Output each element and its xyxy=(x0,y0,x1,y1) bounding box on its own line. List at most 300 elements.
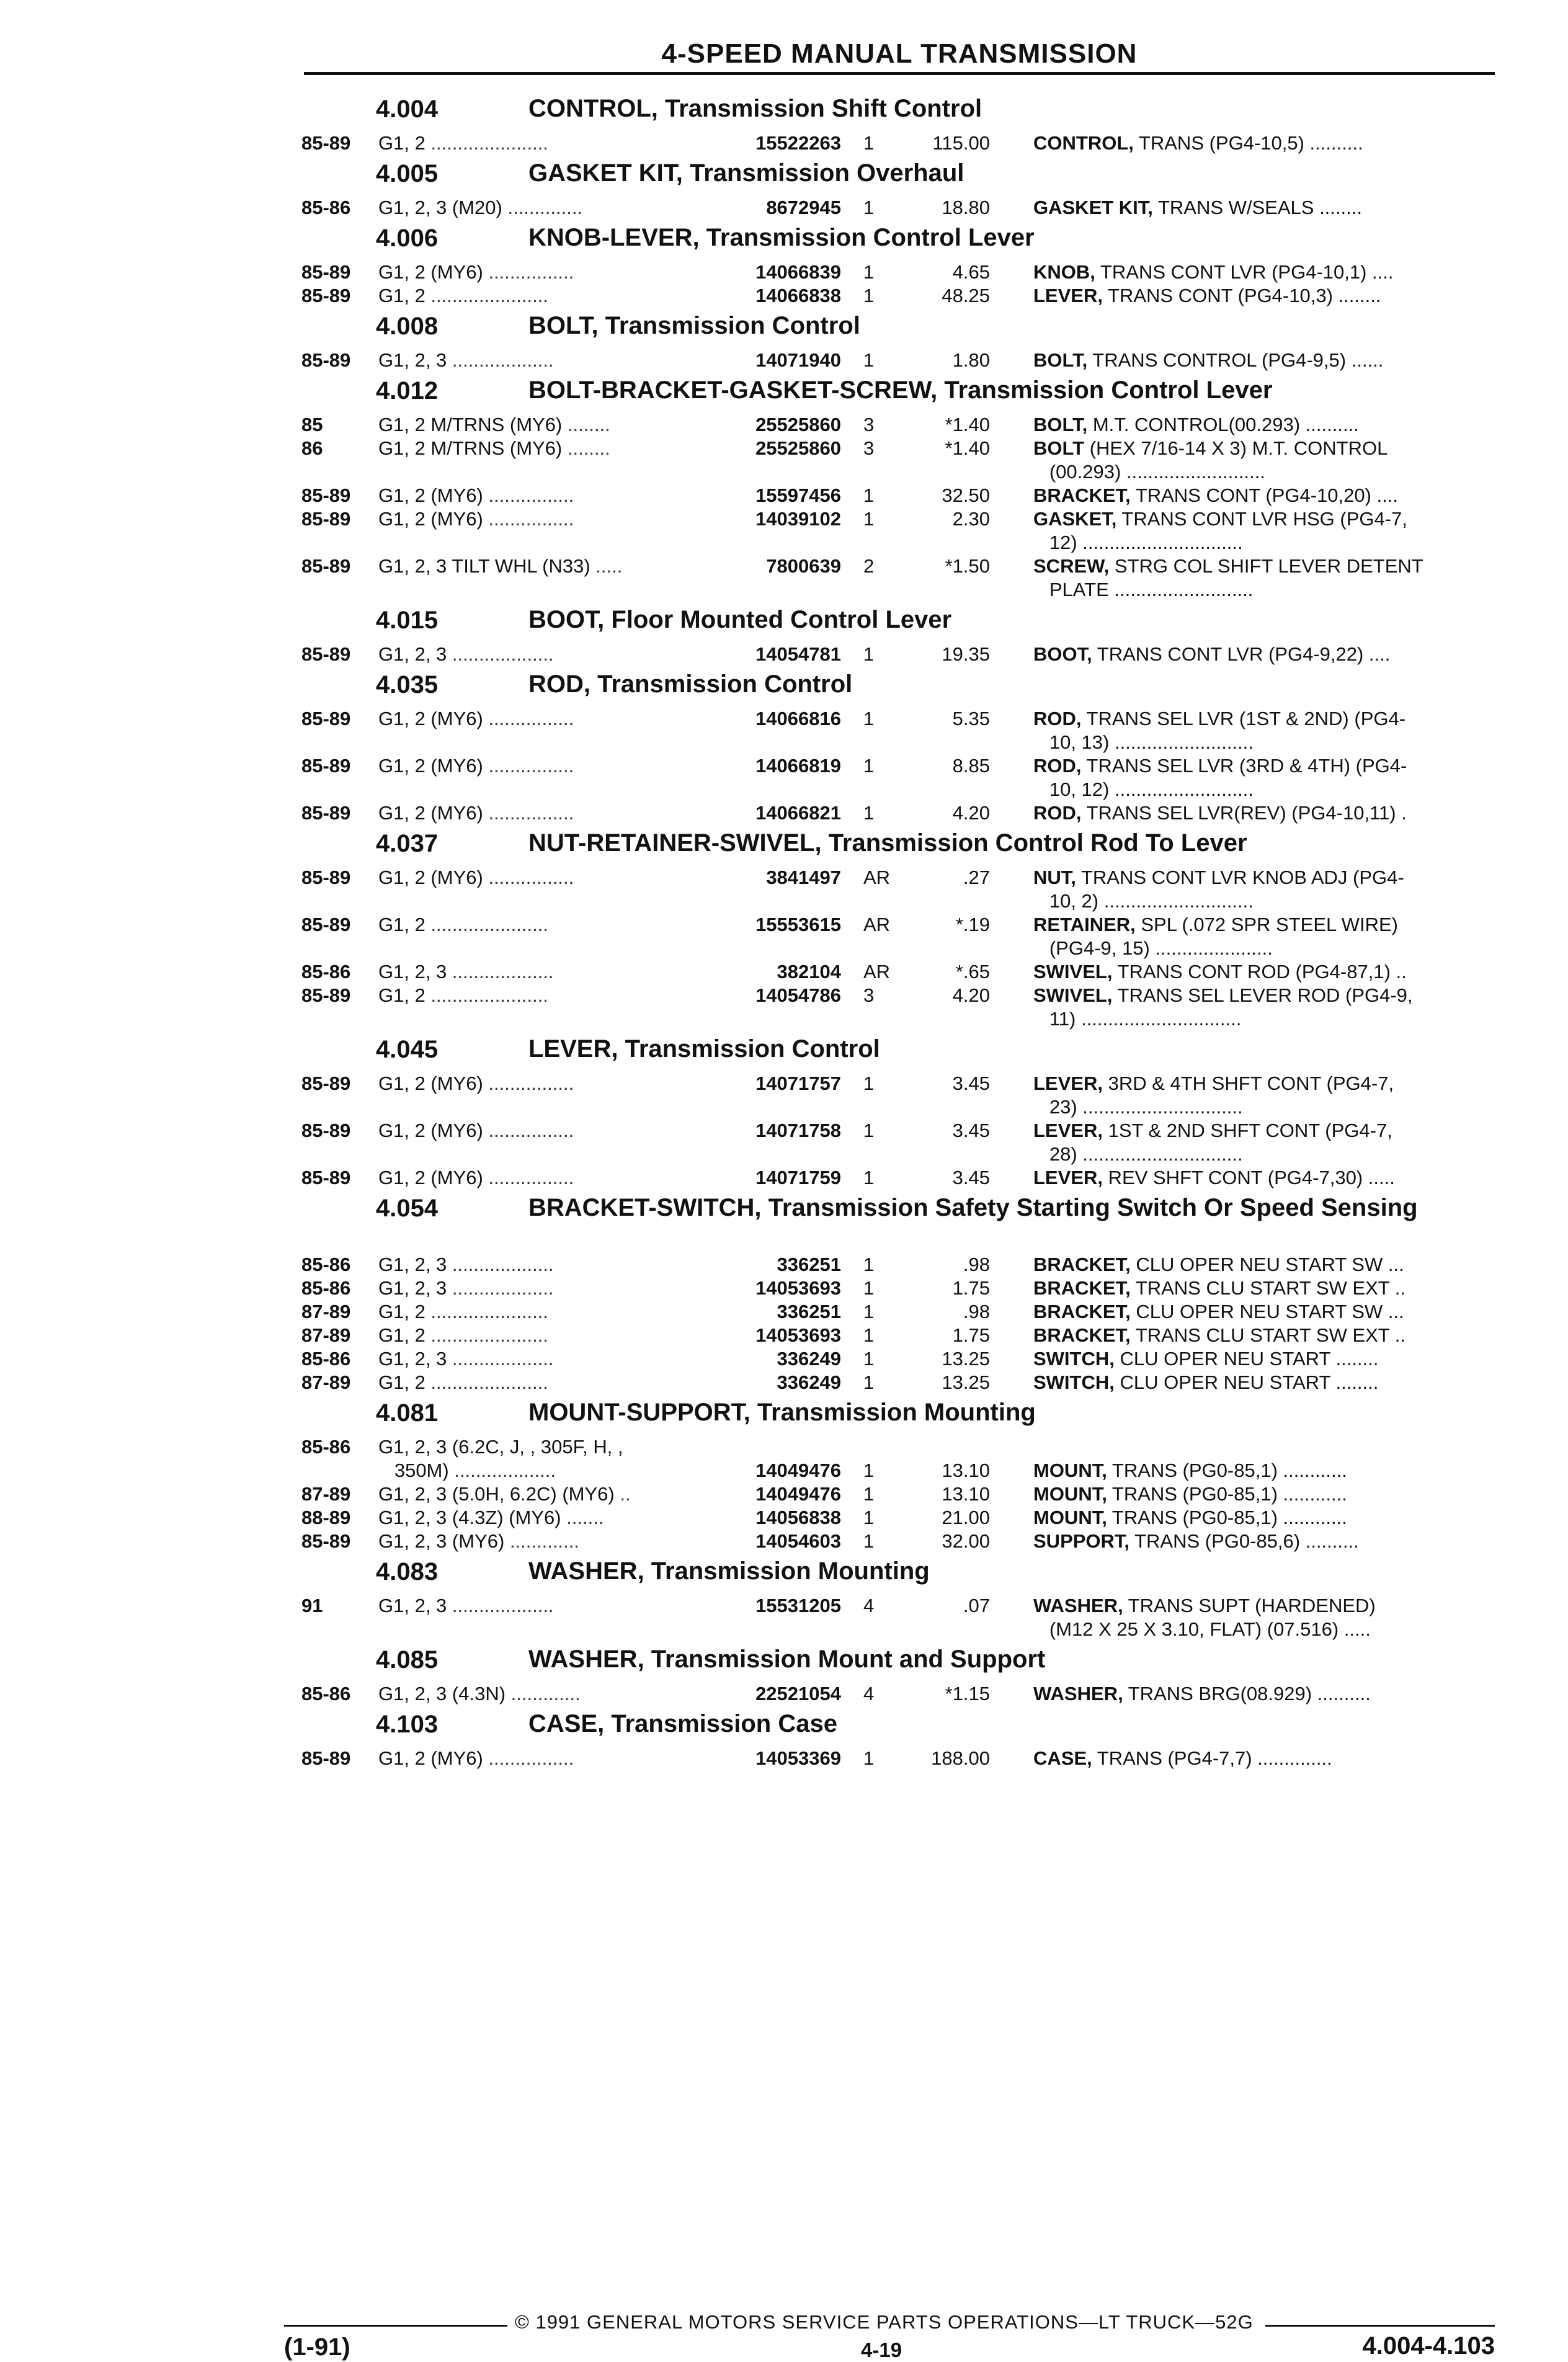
part-number: 14066821 xyxy=(755,802,841,824)
part-row xyxy=(301,1072,1499,1119)
description-text: 1ST & 2ND SHFT CONT (PG4-7, 28) .............................. xyxy=(1049,1120,1392,1165)
description xyxy=(1033,1594,1492,1641)
dot-leader: ............. xyxy=(510,1683,581,1705)
part-number: 14071758 xyxy=(755,1120,841,1141)
part-number: 14071940 xyxy=(755,349,841,371)
part-row xyxy=(301,261,1499,284)
description-noun: SWIVEL, xyxy=(1033,984,1113,1006)
dot-leader: ................... xyxy=(454,1460,556,1481)
model-years: 85-86 xyxy=(301,1436,351,1458)
parts-list xyxy=(301,91,1499,1770)
description-noun: BRACKET, xyxy=(1033,1324,1131,1346)
part-row xyxy=(301,1300,1499,1324)
price: .27 xyxy=(963,867,990,888)
price: *.65 xyxy=(955,961,990,983)
section-number: 4.005 xyxy=(376,160,439,187)
part-number: 14049476 xyxy=(755,1483,841,1505)
dot-leader: ..... xyxy=(595,555,623,577)
application xyxy=(378,261,701,284)
model-years: 85-86 xyxy=(301,1277,351,1299)
description xyxy=(1033,1482,1492,1506)
application xyxy=(378,1530,701,1553)
price: 8.85 xyxy=(952,755,990,777)
part-number: 22521054 xyxy=(755,1683,841,1705)
dot-leader: ................ xyxy=(488,708,574,729)
description-noun: RETAINER, xyxy=(1033,914,1136,935)
section-number: 4.035 xyxy=(376,671,439,698)
dot-leader: ................ xyxy=(488,508,574,530)
description xyxy=(1033,261,1492,284)
price: 188.00 xyxy=(931,1747,990,1769)
part-number: 336249 xyxy=(777,1348,841,1370)
model-years: 85-89 xyxy=(301,1530,351,1552)
description xyxy=(1033,754,1492,801)
description-noun: BOLT xyxy=(1033,437,1085,459)
quantity: 1 xyxy=(863,1301,875,1322)
section-title: LEVER, Transmission Control xyxy=(528,1035,880,1063)
application-text: G1, 2, 3 xyxy=(378,1348,452,1370)
application-text: G1, 2 xyxy=(378,1301,431,1322)
dot-leader: ................ xyxy=(488,1747,574,1769)
description xyxy=(1033,484,1492,507)
dot-leader: ...................... xyxy=(430,984,548,1006)
application-text: G1, 2, 3 (4.3N) xyxy=(378,1683,511,1705)
application-text: G1, 2 xyxy=(378,984,431,1006)
section-number: 4.103 xyxy=(376,1711,439,1738)
part-number: 14066816 xyxy=(755,708,841,729)
description-noun: BOLT, xyxy=(1033,414,1088,435)
application xyxy=(378,1371,701,1394)
model-years: 85-89 xyxy=(301,285,351,306)
description xyxy=(1033,707,1492,754)
description-noun: MOUNT, xyxy=(1033,1483,1107,1505)
description xyxy=(1033,1300,1492,1324)
application-text: G1, 2, 3 xyxy=(378,1277,452,1299)
footer-section-range: 4.004-4.103 xyxy=(1362,2332,1495,2360)
description-noun: WASHER, xyxy=(1033,1595,1123,1616)
description-text: TRANS CONT LVR (PG4-9,22) .... xyxy=(1092,643,1391,665)
description-noun: BOOT, xyxy=(1033,643,1092,665)
part-number: 382104 xyxy=(777,961,841,983)
quantity: 1 xyxy=(863,1348,875,1370)
application xyxy=(378,1594,701,1618)
quantity: 3 xyxy=(863,414,875,435)
price: *.19 xyxy=(955,914,990,935)
application xyxy=(378,801,701,825)
description-noun: ROD, xyxy=(1033,708,1082,729)
description-text: TRANS (PG0-85,1) ............ xyxy=(1107,1483,1347,1505)
application-text: G1, 2 xyxy=(378,285,431,306)
quantity: 1 xyxy=(863,708,875,729)
part-number: 15597456 xyxy=(755,484,841,506)
description xyxy=(1033,1530,1492,1553)
quantity: 1 xyxy=(863,484,875,506)
part-number: 14039102 xyxy=(755,508,841,530)
dot-leader: ................... xyxy=(452,1254,554,1275)
application xyxy=(378,960,701,984)
price: *1.40 xyxy=(945,414,990,435)
description-noun: SUPPORT, xyxy=(1033,1530,1130,1552)
quantity: 1 xyxy=(863,132,875,154)
footer-copyright: © 1991 GENERAL MOTORS SERVICE PARTS OPERATIONS—LT TRUCK—52G xyxy=(515,2311,1254,2333)
section-number: 4.004 xyxy=(376,96,439,123)
description-text: STRG COL SHIFT LEVER DETENT PLATE .......................... xyxy=(1049,555,1423,600)
price: *1.40 xyxy=(945,437,990,459)
description-noun: KNOB, xyxy=(1033,261,1095,283)
application xyxy=(378,437,701,460)
section-header xyxy=(301,1558,1499,1594)
model-years: 85-89 xyxy=(301,643,351,665)
part-row xyxy=(301,507,1499,555)
application-text: G1, 2 xyxy=(378,1324,431,1346)
description-noun: MOUNT, xyxy=(1033,1460,1107,1481)
application xyxy=(378,1682,701,1706)
model-years: 85-89 xyxy=(301,914,351,935)
section-number: 4.012 xyxy=(376,377,439,404)
application-text: G1, 2, 3 TILT WHL (N33) xyxy=(378,555,596,577)
description xyxy=(1033,1747,1492,1770)
quantity: 1 xyxy=(863,1324,875,1346)
description xyxy=(1033,1371,1492,1394)
quantity: 1 xyxy=(863,1072,875,1094)
application xyxy=(378,643,701,666)
section-number: 4.006 xyxy=(376,225,439,252)
description-text: TRANS CONT (PG4-10,20) .... xyxy=(1130,484,1398,506)
application xyxy=(378,1300,701,1324)
part-number: 15553615 xyxy=(755,914,841,935)
part-row xyxy=(301,1166,1499,1190)
description xyxy=(1033,349,1492,372)
description-text: TRANS (PG4-10,5) .......... xyxy=(1133,132,1363,154)
description-text: TRANS CONT ROD (PG4-87,1) .. xyxy=(1112,961,1407,983)
part-number: 336249 xyxy=(777,1371,841,1393)
application xyxy=(378,1482,701,1506)
price: 32.50 xyxy=(942,484,990,506)
application-text: G1, 2, 3 (6.2C, J, , 305F, H, , 350M) xyxy=(378,1436,623,1481)
part-number: 336251 xyxy=(777,1301,841,1322)
description xyxy=(1033,437,1492,484)
section-title: CASE, Transmission Case xyxy=(528,1710,837,1737)
section-title: WASHER, Transmission Mount and Support xyxy=(528,1646,1046,1673)
application-text: G1, 2 (MY6) xyxy=(378,867,489,888)
section-number: 4.081 xyxy=(376,1399,439,1427)
quantity: 3 xyxy=(863,984,875,1006)
description-noun: CONTROL, xyxy=(1033,132,1134,154)
description-noun: BRACKET, xyxy=(1033,1301,1131,1322)
dot-leader: ................ xyxy=(488,867,574,888)
description-text: TRANS CONT (PG4-10,3) ........ xyxy=(1102,285,1381,306)
part-number: 15522263 xyxy=(755,132,841,154)
quantity: 1 xyxy=(863,1120,875,1141)
model-years: 85-86 xyxy=(301,1254,351,1275)
dot-leader: ................ xyxy=(488,1120,574,1141)
dot-leader: ...................... xyxy=(430,1324,548,1346)
description xyxy=(1033,960,1492,984)
quantity: 1 xyxy=(863,1530,875,1552)
section-title: NUT-RETAINER-SWIVEL, Transmission Control Rod To Lever xyxy=(528,829,1247,857)
model-years: 85-89 xyxy=(301,1120,351,1141)
description-text: TRANS (PG4-7,7) .............. xyxy=(1092,1747,1332,1769)
application xyxy=(378,1253,701,1277)
description-text: TRANS CONTROL (PG4-9,5) ...... xyxy=(1087,349,1384,371)
part-number: 14071757 xyxy=(755,1072,841,1094)
application-text: G1, 2, 3 (M20) xyxy=(378,197,508,218)
model-years: 85-89 xyxy=(301,484,351,506)
application xyxy=(378,1277,701,1300)
description-noun: LEVER, xyxy=(1033,1120,1103,1141)
section-title: MOUNT-SUPPORT, Transmission Mounting xyxy=(528,1399,1036,1426)
application-text: G1, 2 (MY6) xyxy=(378,802,489,824)
section-title: BRACKET-SWITCH, Transmission Safety Starting Switch Or Speed Sensing xyxy=(528,1194,1418,1221)
model-years: 85-89 xyxy=(301,1167,351,1188)
model-years: 87-89 xyxy=(301,1483,351,1505)
description-text: TRANS SUPT (HARDENED) (M12 X 25 X 3.10, FLAT) (07.516) ..... xyxy=(1049,1595,1376,1640)
price: 3.45 xyxy=(952,1167,990,1188)
part-row xyxy=(301,1347,1499,1371)
quantity: 4 xyxy=(863,1683,875,1705)
quantity: 4 xyxy=(863,1595,875,1616)
quantity: AR xyxy=(863,867,891,888)
description-noun: SWITCH, xyxy=(1033,1348,1115,1370)
description-text: M.T. CONTROL(00.293) .......... xyxy=(1087,414,1359,435)
part-row xyxy=(301,913,1499,960)
application-text: G1, 2, 3 xyxy=(378,1254,452,1275)
part-number: 14066839 xyxy=(755,261,841,283)
part-row xyxy=(301,131,1499,155)
price: 4.20 xyxy=(952,984,990,1006)
part-number: 25525860 xyxy=(755,414,841,435)
application xyxy=(378,1747,701,1770)
description-noun: SWITCH, xyxy=(1033,1371,1115,1393)
dot-leader: ................... xyxy=(452,643,554,665)
description xyxy=(1033,1459,1492,1482)
application-text: G1, 2 (MY6) xyxy=(378,708,489,729)
part-row xyxy=(301,1435,1499,1482)
quantity: 1 xyxy=(863,261,875,283)
part-number: 14071759 xyxy=(755,1167,841,1188)
section-number: 4.037 xyxy=(376,830,439,857)
quantity: 1 xyxy=(863,1747,875,1769)
description-text: TRANS CLU START SW EXT .. xyxy=(1130,1324,1406,1346)
part-row xyxy=(301,1253,1499,1277)
application xyxy=(378,349,701,372)
dot-leader: .............. xyxy=(507,197,583,218)
application-text: G1, 2, 3 xyxy=(378,349,452,371)
price: 2.30 xyxy=(952,508,990,530)
model-years: 85-89 xyxy=(301,755,351,777)
quantity: 1 xyxy=(863,1167,875,1188)
quantity: 1 xyxy=(863,755,875,777)
part-row xyxy=(301,437,1499,484)
description-text: TRANS SEL LVR (3RD & 4TH) (PG4- 10, 12) .......................... xyxy=(1049,755,1407,800)
model-years: 87-89 xyxy=(301,1324,351,1346)
quantity: AR xyxy=(863,914,891,935)
application xyxy=(378,484,701,507)
dot-leader: ................ xyxy=(488,261,574,283)
part-row xyxy=(301,413,1499,437)
section-title: WASHER, Transmission Mounting xyxy=(528,1558,930,1585)
part-number: 15531205 xyxy=(755,1595,841,1616)
part-row xyxy=(301,866,1499,913)
description-text: TRANS SEL LVR(REV) (PG4-10,11) . xyxy=(1081,802,1407,824)
dot-leader: ................ xyxy=(488,1072,574,1094)
description-noun: GASKET, xyxy=(1033,508,1117,530)
description-text: REV SHFT CONT (PG4-7,30) ..... xyxy=(1102,1167,1395,1188)
price: .98 xyxy=(963,1254,990,1275)
quantity: 1 xyxy=(863,508,875,530)
description-text: TRANS (PG0-85,6) .......... xyxy=(1129,1530,1359,1552)
section-number: 4.008 xyxy=(376,313,439,340)
application-text: G1, 2 (MY6) xyxy=(378,1120,489,1141)
section-header xyxy=(301,225,1499,261)
description-noun: LEVER, xyxy=(1033,1072,1103,1094)
application xyxy=(378,284,701,308)
application-text: G1, 2 xyxy=(378,1371,431,1393)
part-row xyxy=(301,196,1499,220)
description xyxy=(1033,913,1492,960)
part-row xyxy=(301,643,1499,666)
dot-leader: ................... xyxy=(452,349,554,371)
quantity: 1 xyxy=(863,1507,875,1528)
section-header xyxy=(301,1646,1499,1682)
application xyxy=(378,1435,701,1482)
page-title: 4-SPEED MANUAL TRANSMISSION xyxy=(661,38,1138,69)
model-years: 88-89 xyxy=(301,1507,351,1528)
price: 13.10 xyxy=(942,1460,990,1481)
price: 32.00 xyxy=(942,1530,990,1552)
model-years: 86 xyxy=(301,437,323,459)
price: 3.45 xyxy=(952,1120,990,1141)
application xyxy=(378,1072,701,1095)
footer-page-number: 4-19 xyxy=(861,2338,902,2361)
application xyxy=(378,1506,701,1530)
application xyxy=(378,1324,701,1347)
quantity: 1 xyxy=(863,1371,875,1393)
quantity: 1 xyxy=(863,1254,875,1275)
description xyxy=(1033,1506,1492,1530)
dot-leader: ........ xyxy=(567,414,610,435)
price: 4.20 xyxy=(952,802,990,824)
application xyxy=(378,1119,701,1143)
quantity: AR xyxy=(863,961,891,983)
part-row xyxy=(301,1324,1499,1347)
price: 5.35 xyxy=(952,708,990,729)
price: 115.00 xyxy=(932,132,990,154)
part-number: 3841497 xyxy=(766,867,841,888)
section-title: BOLT, Transmission Control xyxy=(528,312,860,339)
application-text: G1, 2 (MY6) xyxy=(378,1072,489,1094)
section-header xyxy=(301,160,1499,196)
description xyxy=(1033,1119,1492,1166)
dot-leader: ................ xyxy=(488,755,574,777)
application xyxy=(378,984,701,1007)
section-number: 4.083 xyxy=(376,1558,439,1585)
part-number: 14053693 xyxy=(755,1277,841,1299)
dot-leader: ................... xyxy=(452,961,554,983)
price: *1.15 xyxy=(945,1683,990,1705)
section-title: BOOT, Floor Mounted Control Lever xyxy=(528,606,952,633)
application-text: G1, 2 (MY6) xyxy=(378,755,489,777)
quantity: 1 xyxy=(863,802,875,824)
description-text: TRANS BRG(08.929) .......... xyxy=(1123,1683,1371,1705)
application xyxy=(378,707,701,731)
model-years: 85-86 xyxy=(301,197,351,218)
description-text: CLU OPER NEU START ........ xyxy=(1114,1371,1379,1393)
part-row xyxy=(301,1682,1499,1706)
description xyxy=(1033,1347,1492,1371)
description-noun: LEVER, xyxy=(1033,285,1103,306)
model-years: 85-89 xyxy=(301,1072,351,1094)
section-number: 4.015 xyxy=(376,607,439,634)
section-title: CONTROL, Transmission Shift Control xyxy=(528,95,982,122)
description-noun: ROD, xyxy=(1033,802,1082,824)
application-text: G1, 2 (MY6) xyxy=(378,261,489,283)
description-text: SPL (.072 SPR STEEL WIRE) (PG4-9, 15) ...................... xyxy=(1049,914,1398,959)
section-header xyxy=(301,671,1499,707)
description-noun: MOUNT, xyxy=(1033,1507,1107,1528)
description-text: TRANS (PG0-85,1) ............ xyxy=(1107,1460,1347,1481)
model-years: 85 xyxy=(301,414,323,435)
dot-leader: ................... xyxy=(452,1348,554,1370)
part-row xyxy=(301,707,1499,754)
part-row xyxy=(301,484,1499,507)
model-years: 85-89 xyxy=(301,984,351,1006)
price: 48.25 xyxy=(942,285,990,306)
application xyxy=(378,754,701,778)
price: *1.50 xyxy=(945,555,990,577)
description xyxy=(1033,1253,1492,1277)
model-years: 85-89 xyxy=(301,261,351,283)
application-text: G1, 2, 3 xyxy=(378,961,452,983)
quantity: 2 xyxy=(863,555,875,577)
part-row xyxy=(301,349,1499,372)
part-number: 14054786 xyxy=(755,984,841,1006)
quantity: 1 xyxy=(863,349,875,371)
description xyxy=(1033,1072,1492,1119)
dot-leader: ....... xyxy=(566,1507,604,1528)
application xyxy=(378,866,701,889)
application xyxy=(378,555,701,578)
price: 13.25 xyxy=(942,1348,990,1370)
model-years: 85-89 xyxy=(301,349,351,371)
dot-leader: ................... xyxy=(452,1595,554,1616)
description xyxy=(1033,413,1492,437)
part-number: 14053693 xyxy=(755,1324,841,1346)
description-noun: BRACKET, xyxy=(1033,1254,1131,1275)
section-header xyxy=(301,96,1499,131)
price: .98 xyxy=(963,1301,990,1322)
description xyxy=(1033,196,1492,220)
quantity: 1 xyxy=(863,643,875,665)
description-text: 3RD & 4TH SHFT CONT (PG4-7, 23) .............................. xyxy=(1049,1072,1394,1118)
section-header xyxy=(301,313,1499,349)
part-row xyxy=(301,754,1499,801)
application xyxy=(378,131,701,155)
description xyxy=(1033,507,1492,555)
description-text: TRANS W/SEALS ........ xyxy=(1152,197,1362,218)
section-header xyxy=(301,377,1499,413)
model-years: 87-89 xyxy=(301,1371,351,1393)
part-number: 14066819 xyxy=(755,755,841,777)
application-text: G1, 2 xyxy=(378,132,431,154)
description xyxy=(1033,866,1492,913)
application-text: G1, 2 xyxy=(378,914,431,935)
part-row xyxy=(301,1277,1499,1300)
application xyxy=(378,507,701,531)
section-header xyxy=(301,607,1499,643)
dot-leader: ................ xyxy=(488,1167,574,1188)
description xyxy=(1033,801,1492,825)
